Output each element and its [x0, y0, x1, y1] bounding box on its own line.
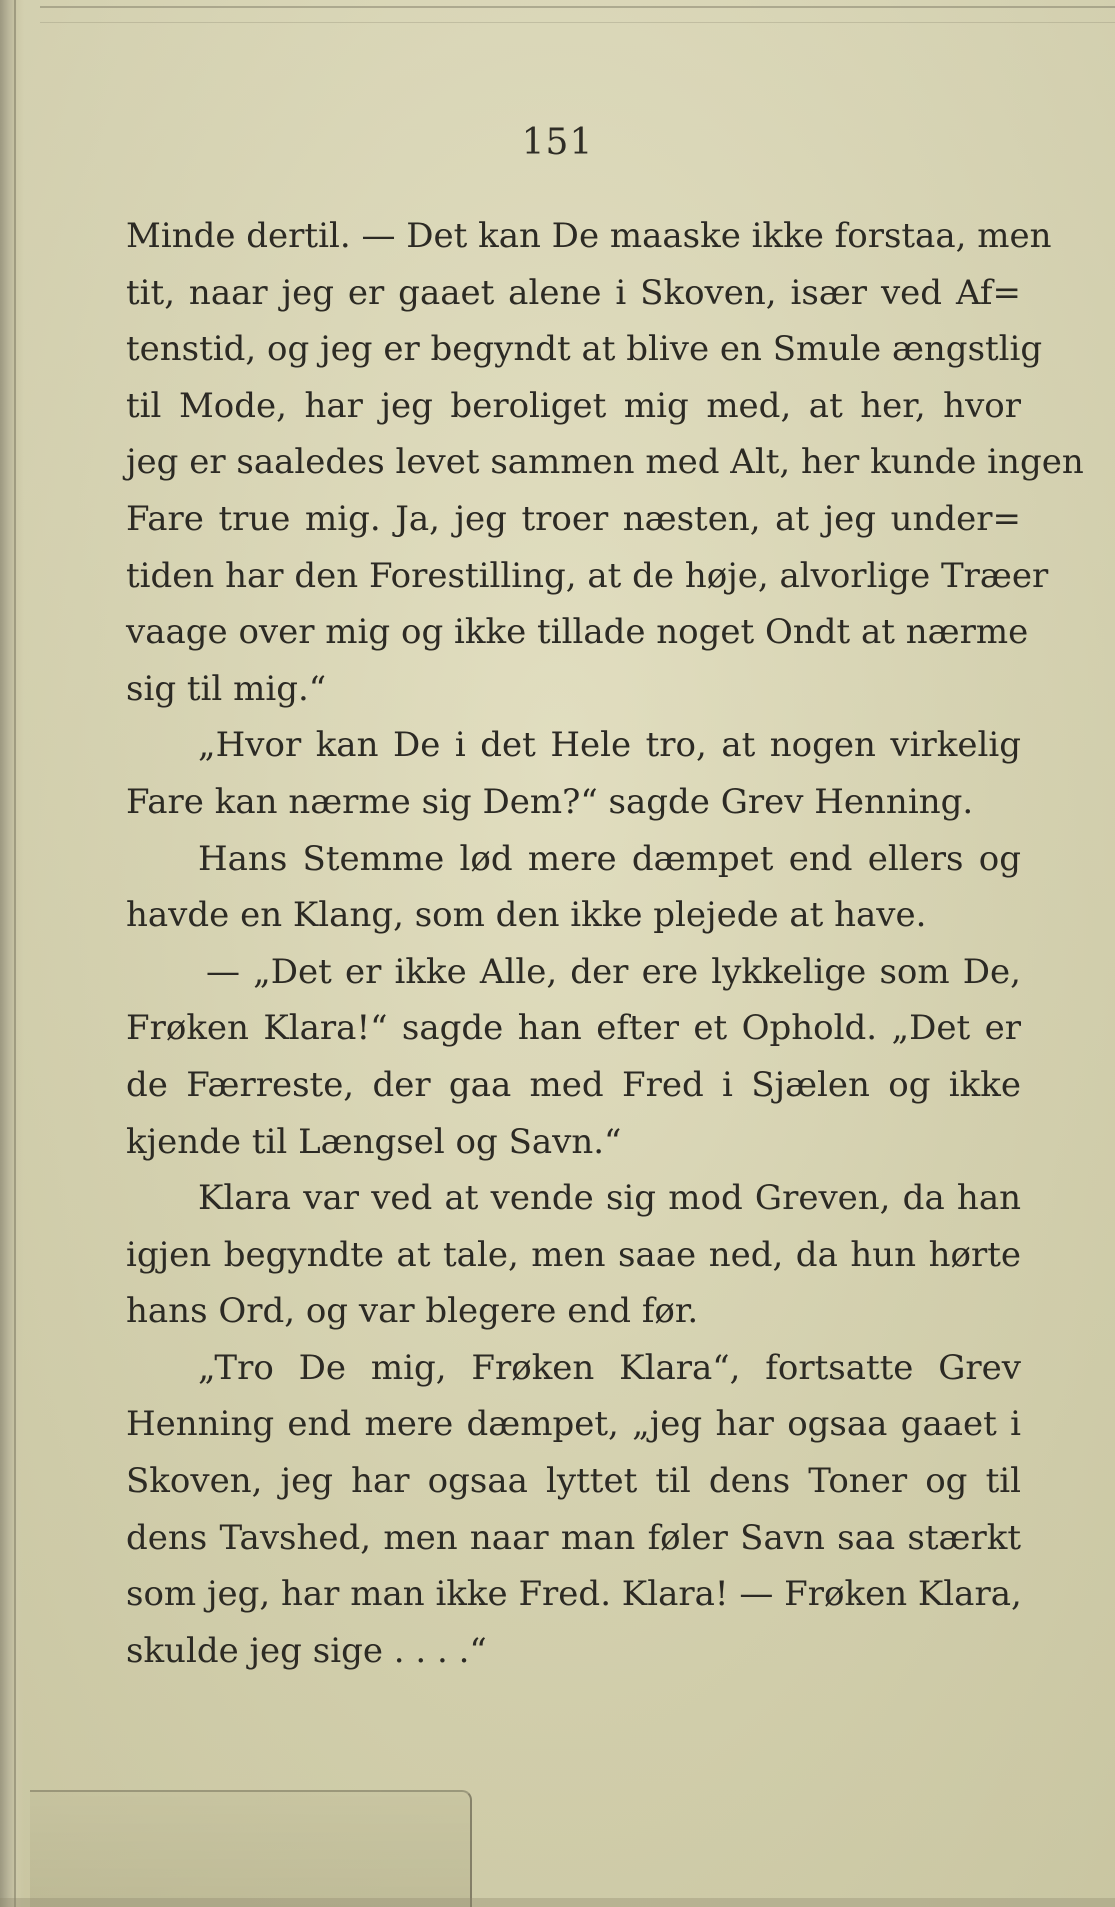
text-line: „Tro De mig, Frøken Klara“, fortsatte Grev [198, 1347, 1021, 1388]
text-line: Fare true mig. Ja, jeg troer næsten, at jeg under= [126, 498, 1021, 539]
page-number: 151 [521, 122, 594, 163]
text-line: havde en Klang, som den ikke plejede at have. [126, 895, 927, 936]
text-line: kjende til Længsel og Savn.“ [126, 1121, 622, 1162]
body-text [126, 208, 1084, 1679]
top-page-edge [40, 6, 1115, 23]
text-line: tiden har den Forestilling, at de høje, alvorlige Træer [126, 555, 1049, 596]
text-line: Fare kan nærme sig Dem?“ sagde Grev Henning. [126, 781, 974, 822]
text-line: hans Ord, og var blegere end før. [126, 1291, 699, 1332]
text-line: — „Det er ikke Alle, der ere lykkelige som De, [206, 951, 1021, 992]
bottom-paper-flap [30, 1790, 472, 1907]
binding-shadow-line [14, 0, 16, 1907]
text-line: „Hvor kan De i det Hele tro, at nogen virkelig [198, 725, 1021, 766]
text-line: dens Tavshed, men naar man føler Savn saa stærkt [126, 1517, 1021, 1558]
text-line: Minde dertil. — Det kan De maaske ikke forstaa, men [126, 216, 1052, 256]
text-line: til Mode, har jeg beroliget mig med, at her, hvor [126, 385, 1021, 426]
text-line: igjen begyndte at tale, men saae ned, da hun hørte [126, 1234, 1021, 1275]
text-line: Henning end mere dæmpet, „jeg har ogsaa gaaet i [126, 1404, 1021, 1445]
text-line: Frøken Klara!“ sagde han efter et Ophold. „Det er [126, 1008, 1021, 1049]
text-line: Skoven, jeg har ogsaa lyttet til dens Toner og til [126, 1461, 1021, 1502]
text-line: jeg er saaledes levet sammen med Alt, her kunde ingen [126, 442, 1084, 483]
bottom-page-edge [0, 1898, 1115, 1907]
text-line: de Færreste, der gaa med Fred i Sjælen og ikke [126, 1064, 1021, 1105]
text-line: sig til mig.“ [126, 668, 327, 709]
text-line: tit, naar jeg er gaaet alene i Skoven, især ved Af= [126, 272, 1021, 313]
text-line: vaage over mig og ikke tillade noget Ondt at nærme [126, 612, 1029, 653]
text-line: skulde jeg sige . . . .“ [126, 1630, 487, 1671]
text-line: tenstid, og jeg er begyndt at blive en Smule ængstlig [126, 329, 1043, 370]
page-binding-edge [0, 0, 24, 1907]
text-line: som jeg, har man ikke Fred. Klara! — Frøken Klara, [126, 1574, 1022, 1615]
text-line: Klara var ved at vende sig mod Greven, da han [198, 1178, 1021, 1219]
text-line: Hans Stemme lød mere dæmpet end ellers og [198, 838, 1021, 879]
